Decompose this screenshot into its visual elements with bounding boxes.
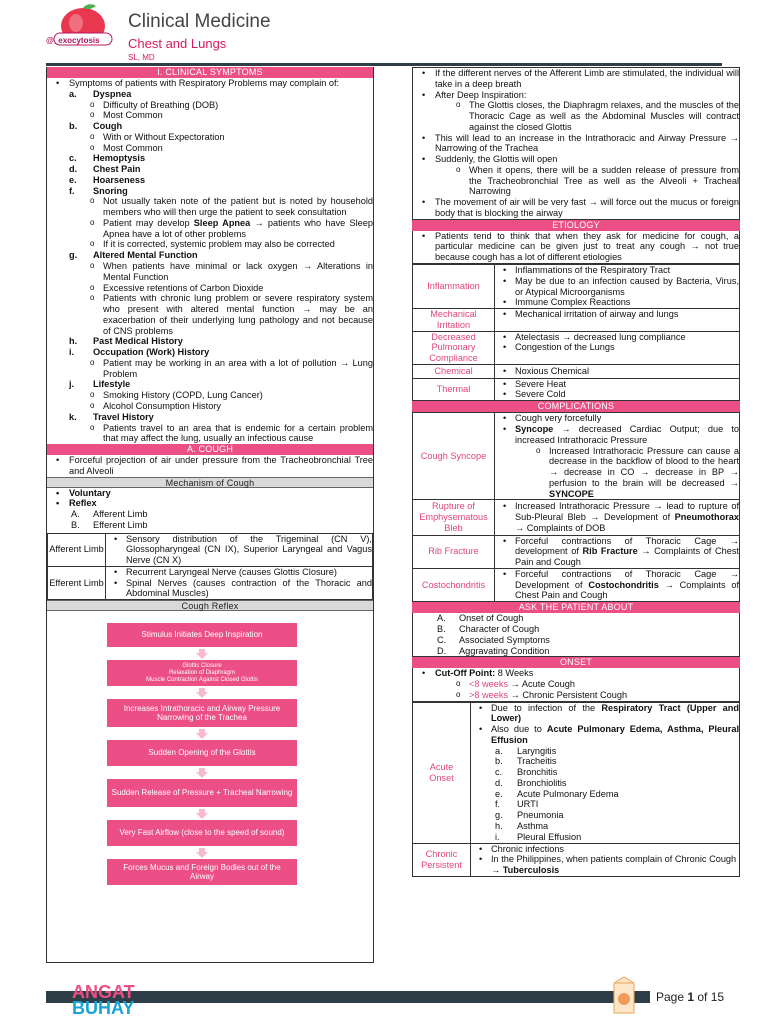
symptom-past-medical-history: h. Past Medical History bbox=[69, 336, 183, 347]
reflex-notes-list bbox=[413, 68, 739, 219]
list-item: A. Afferent Limb bbox=[71, 509, 148, 520]
subsection-cough-reflex: Cough Reflex bbox=[47, 600, 373, 611]
angat-buhay-logo bbox=[72, 984, 135, 1016]
sub-list bbox=[47, 100, 373, 122]
table-row bbox=[413, 500, 740, 535]
symptom-list bbox=[47, 89, 373, 444]
section-title-cough: A. COUGH bbox=[47, 444, 373, 455]
ask-patient-list bbox=[413, 613, 739, 656]
cough-reflex-flowchart bbox=[47, 611, 373, 882]
table-cell bbox=[495, 378, 740, 401]
list-item: o Most Common bbox=[47, 110, 373, 121]
sub-list bbox=[413, 100, 739, 132]
table-cell bbox=[495, 331, 740, 364]
list-item: • Syncope → decreased Cardiac Output; due to increased Intrathoracic Pressure o Increased Intrathoracic Pressure can cause a decrease in the backflow of blood to the heart → decrease in CO → decrease in BP → perfusion to the brain will be decreased → SYNCOPE bbox=[495, 424, 739, 499]
list-item: • Cut-Off Point: 8 Weeks o <8 weeks → Acute Cough o >8 weeks → Chronic Persistent Cough bbox=[413, 668, 739, 700]
etiology-table bbox=[412, 264, 740, 401]
table-label: Thermal bbox=[413, 378, 495, 401]
document-title: Clinical Medicine bbox=[128, 11, 271, 32]
sub-list bbox=[493, 446, 739, 500]
page-number: Page 1 of 15 bbox=[650, 990, 730, 1004]
list-item: o Most Common bbox=[47, 143, 373, 154]
ask-patient-box bbox=[412, 613, 740, 657]
onset-list bbox=[413, 668, 739, 700]
table-label: Inflammation bbox=[413, 265, 495, 309]
table-row bbox=[413, 568, 740, 601]
table-cell bbox=[495, 265, 740, 309]
section-title-onset: ONSET bbox=[412, 657, 740, 668]
table-row bbox=[413, 413, 740, 500]
sub-list bbox=[413, 165, 739, 197]
list-item: B. Character of Cough bbox=[437, 623, 540, 634]
arrow-down-icon bbox=[196, 649, 208, 659]
symptom-hemoptysis: c. Hemoptysis bbox=[69, 153, 146, 164]
list-item: • Forceful projection of air under pressure from the Tracheobronchial Tree and Alveoli bbox=[47, 455, 373, 477]
milk-carton-icon bbox=[606, 975, 642, 1015]
list-item: o Increased Intrathoracic Pressure can cause a decrease in the backflow of blood to the heart → decrease in CO → decrease in BP → perfusion to the brain will be decreased → SYNCOPE bbox=[493, 446, 739, 500]
table-label: Efferent Limb bbox=[48, 566, 106, 599]
brand-line-1: ANGAT bbox=[72, 982, 135, 1002]
table-label: Acute Onset bbox=[413, 702, 471, 843]
list-item: • Mechanical irritation of airway and lungs bbox=[495, 309, 739, 320]
list-item: D. Aggravating Condition bbox=[437, 645, 550, 656]
table-label: Costochondritis bbox=[413, 568, 495, 601]
list-item: • Also due to Acute Pulmonary Edema, Asthma, Pleural Effusion a. Laryngitis b. Tracheitis c. Bronchitis d. Bronchiolitis e. Acute Pulmonary Edema f. URTI g. Pneumonia h. Asthma i. Pleural Effusion bbox=[471, 724, 739, 842]
list-item: o Excessive retentions of Carbon Dioxide bbox=[47, 283, 373, 294]
list-item: • Symptoms of patients with Respiratory Problems may complain of: a. Dyspnea o Difficulty of Breathing (DOB) o Most Common b. Cough o With or Without Expectoration o Most Common c. Hemoptysis d. Chest Pain e. Hoarseness f. Snoring o Not usually taken note of the patient but is noted by household members who will then urge the patient to seek consultation o Patient may develop Sleep Apnea → patients who have Sleep Apnea have a lot of other problems o If it is corrected, systemic problem may also be corrected g. Altered Mental Function o When patients have minimal or lack oxygen → Alterations in Mental Function o Excessive retentions of Carbon Dioxide o Patients with chronic lung problem or severe respiratory system who present with altered mental function → may be an exacerbation of their underlying lung pathology and not because of CNS problems h. Past Medical History i. Occupation (Work) History o Patient may be working in an area with a lot of pollution → Lung Problem j. Lifestyle o Smoking History (COPD, Lung Cancer) o Alcohol Consumption History k. Travel History o Patients travel to an area that is endemic for a certain problem that may affect the lung, usually an infectious cause bbox=[47, 78, 373, 444]
list-item: A. Onset of Cough bbox=[437, 613, 524, 624]
onset-table bbox=[412, 702, 740, 877]
list-item: • Forceful contractions of Thoracic Cage → development of Rib Fracture → Complaints of Chest Pain and Cough bbox=[495, 536, 739, 568]
table-row bbox=[413, 364, 740, 378]
list-item: o Patient may be working in an area with a lot of pollution → Lung Problem bbox=[47, 358, 373, 380]
reflex-limb-list bbox=[47, 509, 373, 531]
list-item: • Forceful contractions of Thoracic Cage → Development of Costochondritis → Complaints of Chest Pain and Cough bbox=[495, 569, 739, 601]
cough-reflex-notes bbox=[412, 67, 740, 220]
list-item: c. Bronchitis bbox=[495, 767, 558, 778]
table-cell bbox=[106, 533, 373, 566]
list-item: o >8 weeks → Chronic Persistent Cough bbox=[413, 690, 739, 701]
list-item: • Recurrent Laryngeal Nerve (causes Glottis Closure) bbox=[106, 567, 372, 578]
list-item: e. Acute Pulmonary Edema bbox=[495, 788, 619, 799]
arrow-down-icon bbox=[196, 688, 208, 698]
table-label: Chronic Persistent bbox=[413, 843, 471, 876]
list-item: o Alcohol Consumption History bbox=[47, 401, 373, 412]
arrow-down-icon bbox=[196, 848, 208, 858]
table-row bbox=[413, 843, 740, 876]
list-item: • Severe Cold bbox=[495, 389, 739, 400]
list-item: • Chronic infections bbox=[471, 844, 739, 855]
symptom-cough: b. Cough o With or Without Expectoration o Most Common bbox=[47, 121, 373, 153]
list-item: o The Glottis closes, the Diaphragm relaxes, and the muscles of the Thoracic Cage as well as the Abdominal Muscles will contract against the closed Glottis bbox=[413, 100, 739, 132]
table-row bbox=[413, 702, 740, 843]
cough-definition bbox=[47, 455, 373, 477]
cough-type-list bbox=[47, 488, 373, 531]
section-title-complications: COMPLICATIONS bbox=[412, 401, 740, 412]
table-label: Decreased Pulmonary Compliance bbox=[413, 331, 495, 364]
table-cell bbox=[495, 568, 740, 601]
list-item: • Atelectasis → decreased lung compliance bbox=[495, 332, 739, 343]
table-row bbox=[413, 331, 740, 364]
sub-list bbox=[47, 261, 373, 336]
list-item: • Noxious Chemical bbox=[495, 366, 739, 377]
list-item: • Spinal Nerves (causes contraction of the Thoracic and Abdominal Muscles) bbox=[106, 578, 372, 600]
table-row bbox=[413, 535, 740, 568]
list-item: • If the different nerves of the Afferent Limb are stimulated, the individual will take in a deep breath bbox=[413, 68, 739, 90]
list-item: • Increased Intrathoracic Pressure → lead to rupture of Sub-Pleural Bleb → Development of Pneumothorax → Complaints of DOB bbox=[495, 501, 739, 533]
list-item: a. Laryngitis bbox=[495, 745, 557, 756]
table-row bbox=[413, 378, 740, 401]
flow-step: Sudden Opening of the Glottis bbox=[107, 740, 297, 766]
right-column bbox=[412, 67, 740, 877]
list-item: • Voluntary bbox=[47, 488, 373, 499]
flow-step: Glottic Closure Relaxation of Diaphragm Muscle Contraction Against Closed Glottis bbox=[107, 660, 297, 686]
symptom-snoring: f. Snoring o Not usually taken note of the patient but is noted by household members who will then urge the patient to seek consultation o Patient may develop Sleep Apnea → patients who have Sleep Apnea have a lot of other problems o If it is corrected, systemic problem may also be corrected bbox=[47, 186, 373, 251]
table-cell bbox=[495, 364, 740, 378]
list-item: o Smoking History (COPD, Lung Cancer) bbox=[47, 390, 373, 401]
list-item: b. Tracheitis bbox=[495, 756, 557, 767]
symptom-dyspnea: a. Dyspnea o Difficulty of Breathing (DOB) o Most Common bbox=[47, 89, 373, 121]
peach-logo-icon bbox=[46, 4, 120, 54]
list-item: f. URTI bbox=[495, 799, 539, 810]
list-item: • Due to infection of the Respiratory Tract (Upper and Lower) bbox=[471, 703, 739, 725]
table-label: Chemical bbox=[413, 364, 495, 378]
document-author: SL, MD bbox=[128, 53, 155, 62]
list-item: o Patient may develop Sleep Apnea → patients who have Sleep Apnea have a lot of other problems bbox=[47, 218, 373, 240]
list-item: • Severe Heat bbox=[495, 379, 739, 390]
section-title-etiology: ETIOLOGY bbox=[412, 220, 740, 231]
list-item: o Difficulty of Breathing (DOB) bbox=[47, 100, 373, 111]
list-item: o Patients travel to an area that is endemic for a certain problem that may affect the lung, usually an infectious cause bbox=[47, 423, 373, 445]
flow-step: Increases Intrathoracic and Airway Pressure Narrowing of the Trachea bbox=[107, 699, 297, 727]
list-item: • Cough very forcefully bbox=[495, 413, 739, 424]
table-cell bbox=[106, 566, 373, 599]
subsection-mechanism-of-cough: Mechanism of Cough bbox=[47, 477, 373, 488]
list-item: • Congestion of the Lungs bbox=[495, 342, 739, 353]
table-label: Mechanical Irritation bbox=[413, 309, 495, 332]
left-column bbox=[46, 67, 374, 963]
complications-table bbox=[412, 412, 740, 602]
arrow-down-icon bbox=[196, 809, 208, 819]
sub-list bbox=[47, 132, 373, 154]
list-item: o When patients have minimal or lack oxygen → Alterations in Mental Function bbox=[47, 261, 373, 283]
sub-list bbox=[47, 423, 373, 445]
arrow-down-icon bbox=[196, 768, 208, 778]
list-item: o If it is corrected, systemic problem may also be corrected bbox=[47, 239, 373, 250]
sub-list bbox=[47, 358, 373, 380]
table-row bbox=[413, 309, 740, 332]
list-item: • May be due to an infection caused by Bacteria, Virus, or Atypical Microorganisms bbox=[495, 276, 739, 298]
list-item: h. Asthma bbox=[495, 821, 549, 831]
header-rule bbox=[46, 63, 722, 66]
table-label: Rupture of Emphysematous Bleb bbox=[413, 500, 495, 535]
table-row bbox=[48, 566, 373, 599]
sub-list bbox=[413, 679, 739, 701]
list-item: • Immune Complex Reactions bbox=[495, 297, 739, 308]
table-label: Rib Fracture bbox=[413, 535, 495, 568]
list-item: • In the Philippines, when patients complain of Chronic Cough → Tuberculosis bbox=[471, 854, 739, 876]
table-cell bbox=[495, 309, 740, 332]
table-cell bbox=[495, 500, 740, 535]
list-item: • Suddenly, the Glottis will open o When it opens, there will be a sudden release of pressure from the Tracheobronchial Tree as well as the Alveoli + Tracheal Narrowing bbox=[413, 154, 739, 197]
reflex-limb-table bbox=[47, 533, 373, 601]
onset-box bbox=[412, 668, 740, 701]
etiology-intro-box bbox=[412, 231, 740, 264]
symptom-altered-mental-function: g. Altered Mental Function o When patients have minimal or lack oxygen → Alterations in Mental Function o Excessive retentions of Carbon Dioxide o Patients with chronic lung problem or severe respiratory system who present with altered mental function → may be an exacerbation of their underlying lung pathology and not because of CNS problems bbox=[47, 250, 373, 336]
list-item: • Sensory distribution of the Trigeminal (CN V), Glossopharyngeal (CN IX), Superior Laryngeal and Vagus Nerve (CN X) bbox=[106, 534, 372, 566]
list-item: • This will lead to an increase in the Intrathoracic and Airway Pressure → Narrowing of the Trachea bbox=[413, 133, 739, 155]
list-item: • Patients tend to think that when they ask for medicine for cough, a particular medicine can be given just to treat any cough → not true because cough has a lot of different etiologies bbox=[413, 231, 739, 263]
flow-step: Sudden Release of Pressure + Tracheal Narrowing bbox=[107, 779, 297, 807]
table-label: Afferent Limb bbox=[48, 533, 106, 566]
symptom-travel-history: k. Travel History o Patients travel to an area that is endemic for a certain problem that may affect the lung, usually an infectious cause bbox=[47, 412, 373, 444]
logo-handle: @_exocytosis bbox=[46, 36, 100, 45]
table-cell bbox=[471, 702, 740, 843]
list-item: • After Deep Inspiration: o The Glottis closes, the Diaphragm relaxes, and the muscles of the Thoracic Cage as well as the Abdominal Muscles will contract against the closed Glottis bbox=[413, 90, 739, 133]
table-cell bbox=[471, 843, 740, 876]
brand-line-2: BUHAY bbox=[72, 998, 135, 1018]
list-item: o Patients with chronic lung problem or severe respiratory system who present with altered mental function → may be an exacerbation of their underlying lung pathology and not because of CNS problems bbox=[47, 293, 373, 336]
list-item: d. Bronchiolitis bbox=[495, 777, 567, 788]
list-item: o When it opens, there will be a sudden release of pressure from the Tracheobronchial Tree as well as the Alveoli + Tracheal Narrowing bbox=[413, 165, 739, 197]
symptom-hoarseness: e. Hoarseness bbox=[69, 174, 146, 185]
page-header bbox=[0, 0, 768, 66]
flow-step: Very Fast Airflow (close to the speed of sound) bbox=[107, 820, 297, 846]
sub-list bbox=[47, 196, 373, 250]
table-cell bbox=[495, 413, 740, 500]
table-row bbox=[48, 533, 373, 566]
flow-step: Stimulus Initiates Deep Inspiration bbox=[107, 623, 297, 647]
list-item: o <8 weeks → Acute Cough bbox=[413, 679, 739, 690]
document-subtitle: Chest and Lungs bbox=[128, 36, 227, 51]
list-item: • Inflammations of the Respiratory Tract bbox=[495, 265, 739, 276]
section-title-clinical-symptoms: I. CLINICAL SYMPTOMS bbox=[47, 67, 373, 78]
table-label: Cough Syncope bbox=[413, 413, 495, 500]
clinical-symptoms-list bbox=[47, 78, 373, 444]
sub-list bbox=[47, 390, 373, 412]
table-row bbox=[413, 265, 740, 309]
section-title-ask-patient: ASK THE PATIENT ABOUT bbox=[412, 602, 740, 613]
list-item: B. Efferent Limb bbox=[71, 519, 148, 530]
symptom-occupation-history: i. Occupation (Work) History o Patient may be working in an area with a lot of pollution → Lung Problem bbox=[47, 347, 373, 379]
symptom-chest-pain: d. Chest Pain bbox=[69, 164, 141, 175]
list-item: o Not usually taken note of the patient but is noted by household members who will then urge the patient to seek consultation bbox=[47, 196, 373, 218]
table-cell bbox=[495, 535, 740, 568]
flow-step: Forces Mucus and Foreign Bodies out of the Airway bbox=[107, 859, 297, 885]
list-item: i. Pleural Effusion bbox=[495, 831, 582, 842]
list-item: C. Associated Symptoms bbox=[437, 634, 550, 645]
arrow-down-icon bbox=[196, 729, 208, 739]
list-item: • The movement of air will be very fast → will force out the mucus or foreign body that is blocking the airway bbox=[413, 197, 739, 219]
acute-causes-list bbox=[471, 746, 739, 843]
list-item: g. Pneumonia bbox=[495, 810, 564, 821]
symptom-lifestyle: j. Lifestyle o Smoking History (COPD, Lung Cancer) o Alcohol Consumption History bbox=[47, 379, 373, 411]
list-item: o With or Without Expectoration bbox=[47, 132, 373, 143]
list-item: • Reflex A. Afferent Limb B. Efferent Limb bbox=[47, 498, 373, 530]
